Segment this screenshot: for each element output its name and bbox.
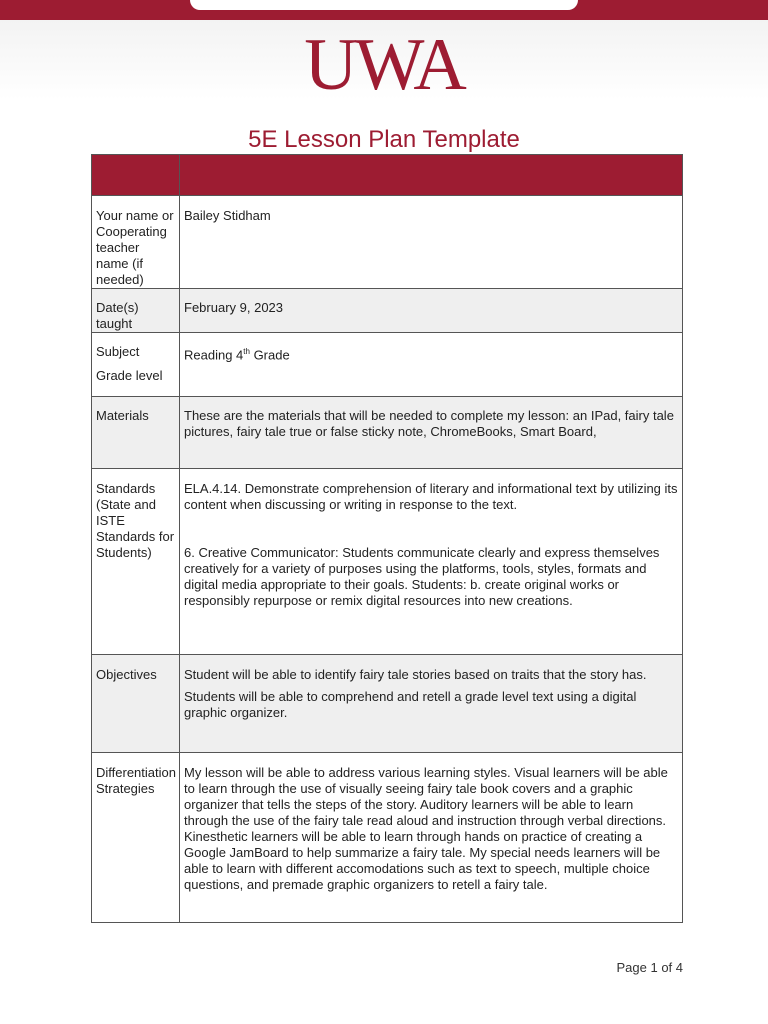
row-value: Bailey Stidham xyxy=(180,196,683,289)
row-label: Standards (State and ISTE Standards for Students) xyxy=(92,469,180,655)
row-label: Date(s) taught xyxy=(92,289,180,333)
table-row-dates xyxy=(92,289,683,333)
top-band-tab xyxy=(190,0,578,10)
table-row-differentiation xyxy=(92,753,683,923)
header-cell-value xyxy=(180,155,683,196)
row-label: Your name or Cooperating teacher name (if needed) xyxy=(92,196,180,289)
row-label: Materials xyxy=(92,397,180,469)
row-label: Objectives xyxy=(92,655,180,753)
state-standard-text: ELA.4.14. Demonstrate comprehension of literary and informational text by utilizing its content when discussing or writing in response to the text. xyxy=(184,481,678,512)
objective-2-text: Students will be able to comprehend and retell a grade level text using a digital graphic organizer. xyxy=(184,689,637,720)
row-value: My lesson will be able to address various learning styles. Visual learners will be able to learn through the use of visually seeing fairy tale book covers and a graphic organizer that tells the steps of the story. Auditory learners will be able to learn through the use of the fairy tale read aloud and instruction through verbal directions. Kinesthetic learners will be able to learn through hands on practice of creating a Google JamBoard to help summarize a fairy tale. My special needs learners will be able to learn with different accomodations such as text to speech, multiple choice questions, and premade graphic organizers to retell a fairy tale. xyxy=(180,753,683,923)
grade-level-label: Grade level xyxy=(96,368,163,383)
table-row-standards xyxy=(92,469,683,655)
row-value xyxy=(180,469,683,655)
subject-value: Reading 4 xyxy=(184,347,244,363)
page-title: 5E Lesson Plan Template xyxy=(248,126,520,154)
table-row-subject xyxy=(92,333,683,397)
iste-standard-text: 6. Creative Communicator: Students communicate clearly and express themselves creatively for a variety of purposes using the platforms, tools, styles, formats and digital media appropriate to their goals. Students: b. create original works or responsibly repurpose or remix digital resources into new creations. xyxy=(184,545,660,608)
table-header-row xyxy=(92,155,683,196)
header-cell-label xyxy=(92,155,180,196)
grade-ordinal: th xyxy=(243,347,250,356)
table-row-materials xyxy=(92,397,683,469)
uwa-logo: UWA xyxy=(304,24,464,106)
table-row-objectives xyxy=(92,655,683,753)
objective-1-text: Student will be able to identify fairy tale stories based on traits that the story has. xyxy=(184,667,647,682)
table-row-name xyxy=(92,196,683,289)
row-value: These are the materials that will be needed to complete my lesson: an IPad, fairy tale pictures, fairy tale true or false sticky note, ChromeBooks, Smart Board, xyxy=(180,397,683,469)
grade-value: Grade xyxy=(249,347,290,363)
lesson-plan-table xyxy=(91,154,683,923)
page-number: Page 1 of 4 xyxy=(616,960,683,975)
row-label: Differentiation Strategies xyxy=(92,753,180,923)
row-value xyxy=(180,655,683,753)
row-value xyxy=(180,333,683,397)
row-value: February 9, 2023 xyxy=(180,289,683,333)
row-label xyxy=(92,333,180,397)
subject-label: Subject xyxy=(96,344,140,359)
